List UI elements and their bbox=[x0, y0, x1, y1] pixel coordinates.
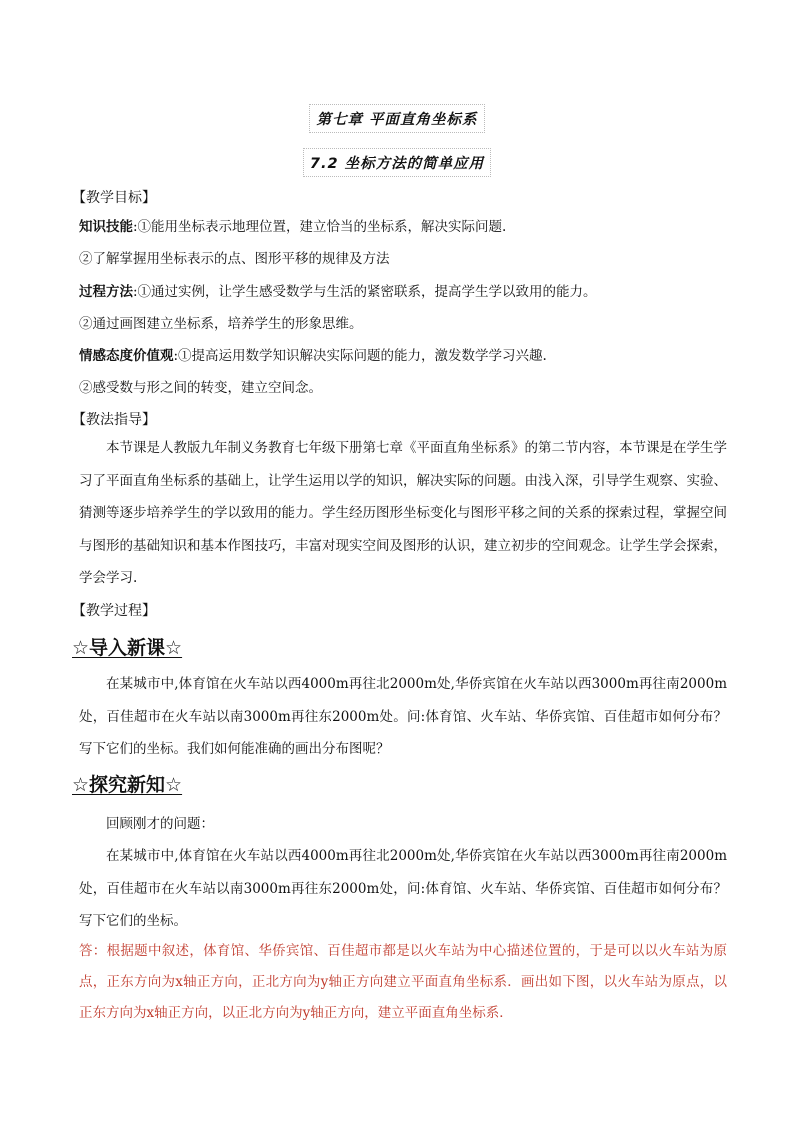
attitude-label: 情感态度价值观 bbox=[79, 348, 174, 364]
knowledge-label: 知识技能 bbox=[79, 219, 133, 235]
process-line-2: ②通过画图建立坐标系，培养学生的形象思维。 bbox=[79, 316, 363, 332]
attitude-line-2: ②感受数与形之间的转变，建立空间念。 bbox=[79, 380, 322, 396]
attitude-line-1: 情感态度价值观:①提高运用数学知识解决实际问题的能力，激发数学学习兴趣. bbox=[79, 348, 547, 364]
answer-paragraph: 答：根据题中叙述，体育馆、华侨宾馆、百佳超市都是以火车站为中心描述位置的，于是可以以火车站为原点，正东方向为x轴正方向，正北方向为y轴正方向建立平面直角坐标系．画出如下图，以火车站为原点，以正东方向为x轴正方向，以正北方向为y轴正方向，建立平面直角坐标系． bbox=[79, 943, 727, 1021]
method-heading: 【教法指导】 bbox=[72, 412, 156, 428]
intro-heading: ☆导入新课☆ bbox=[72, 637, 183, 659]
process-heading: 【教学过程】 bbox=[72, 603, 156, 619]
explore-heading: ☆探究新知☆ bbox=[72, 774, 183, 796]
process-line-1: 过程方法:①通过实例，让学生感受数学与生活的紧密联系，提高学生学以致用的能力。 bbox=[79, 284, 597, 300]
explore-paragraph: 在某城市中,体育馆在火车站以西4000m再往北2000m处,华侨宾馆在火车站以西3000m再往南2000m处，百佳超市在火车站以南3000m再往东2000m处，问:体育馆、火车站、华侨宾馆、百佳超市如何分布？写下它们的坐标。 bbox=[79, 848, 727, 929]
chapter-title: 第七章 平面直角坐标系 bbox=[0, 104, 794, 133]
explore-review: 回顾刚才的问题： bbox=[106, 816, 214, 832]
method-paragraph: 本节课是人教版九年制义务教育七年级下册第七章《平面直角坐标系》的第二节内容，本节课是在学生学习了平面直角坐标系的基础上，让学生运用以学的知识，解决实际的问题。由浅入深，引导学生观察、实验、猜测等逐步培养学生的学以致用的能力。学生经历图形坐标变化与图形平移之间的关系的探索过程，掌握空间与图形的基础知识和基本作图技巧，丰富对现实空间及图形的认识，建立初步的空间观念。让学生学会探索，学会学习. bbox=[79, 440, 727, 586]
goals-heading: 【教学目标】 bbox=[72, 190, 156, 206]
knowledge-line-2: ②了解掌握用坐标表示的点、图形平移的规律及方法 bbox=[79, 251, 390, 267]
process-label: 过程方法 bbox=[79, 284, 133, 300]
knowledge-line-1: 知识技能:①能用坐标表示地理位置，建立恰当的坐标系，解决实际问题. bbox=[79, 219, 507, 235]
intro-paragraph: 在某城市中,体育馆在火车站以西4000m再往北2000m处,华侨宾馆在火车站以西3000m再往南2000m处，百佳超市在火车站以南3000m再往东2000m处。问:体育馆、火车站、华侨宾馆、百佳超市如何分布？写下它们的坐标。我们如何能准确的画出分布图呢？ bbox=[79, 676, 727, 757]
section-title: 7.2 坐标方法的简单应用 bbox=[0, 148, 794, 177]
